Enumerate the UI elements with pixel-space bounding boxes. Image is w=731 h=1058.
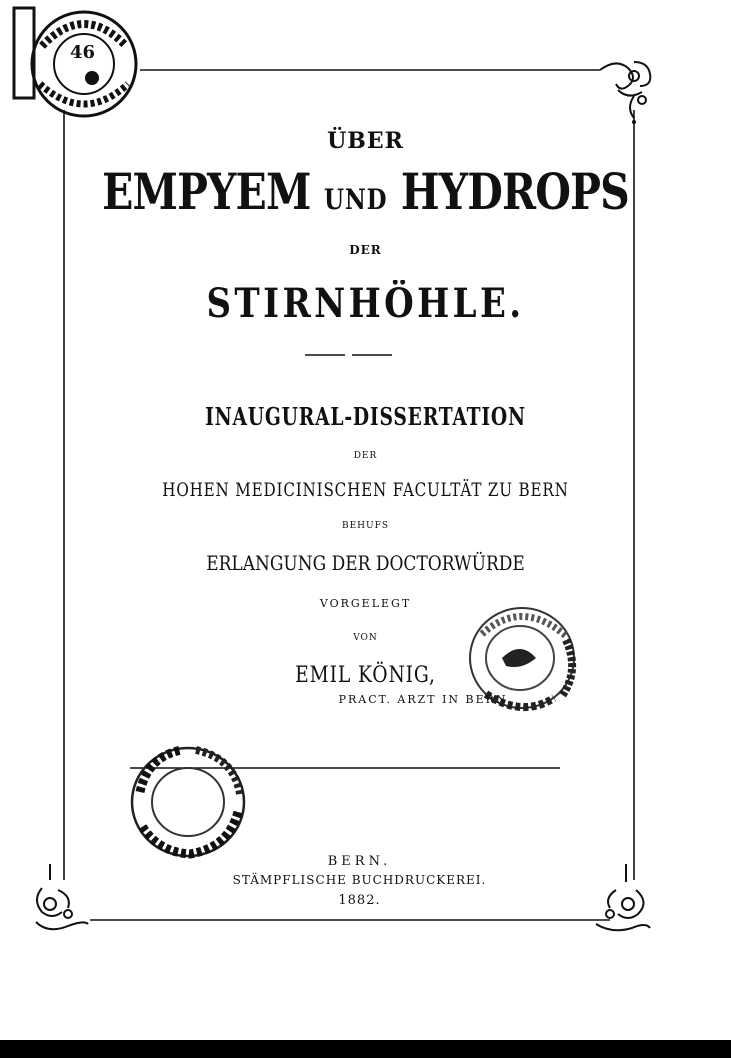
behufs-small: BEHUFS [341,521,390,531]
erlangung-line: ERLANGUNG DER DOCTORWÜRDE [206,551,525,575]
main-title-part1: EMPYEM [102,162,311,221]
svg-text:46: 46 [70,42,96,63]
author-title: PRACT. ARZT IN BERN. [338,693,513,706]
library-stamp-top-left [12,6,140,124]
academy-stamp-bottom-left [118,740,256,866]
main-title-und: UND [324,183,388,216]
dissertation-heading: INAUGURAL-DISSERTATION [205,402,526,431]
der-small: DER [353,451,378,461]
title-prefix: ÜBER [327,128,404,154]
imprint-city: BERN. [327,854,392,869]
vorgelegt-line: VORGELEGT [319,597,412,610]
scan-edge-bar [0,1040,731,1058]
title-stirnhohle: STIRNHÖHLE. [206,280,525,327]
imprint-printer: STÄMPFLISCHE BUCHDRUCKEREI. [232,873,487,887]
corner-ornament-top-right-icon [598,56,660,126]
author-name: EMIL KÖNIG, [295,663,436,688]
faculty-line: HOHEN MEDICINISCHEN FACULTÄT ZU BERN [162,479,569,501]
imprint-year: 1882. [338,893,381,908]
von-small: VON [353,633,378,643]
title-der: DER [349,243,382,257]
main-title-part2: HYDROPS [400,162,629,221]
main-title [66,162,665,221]
